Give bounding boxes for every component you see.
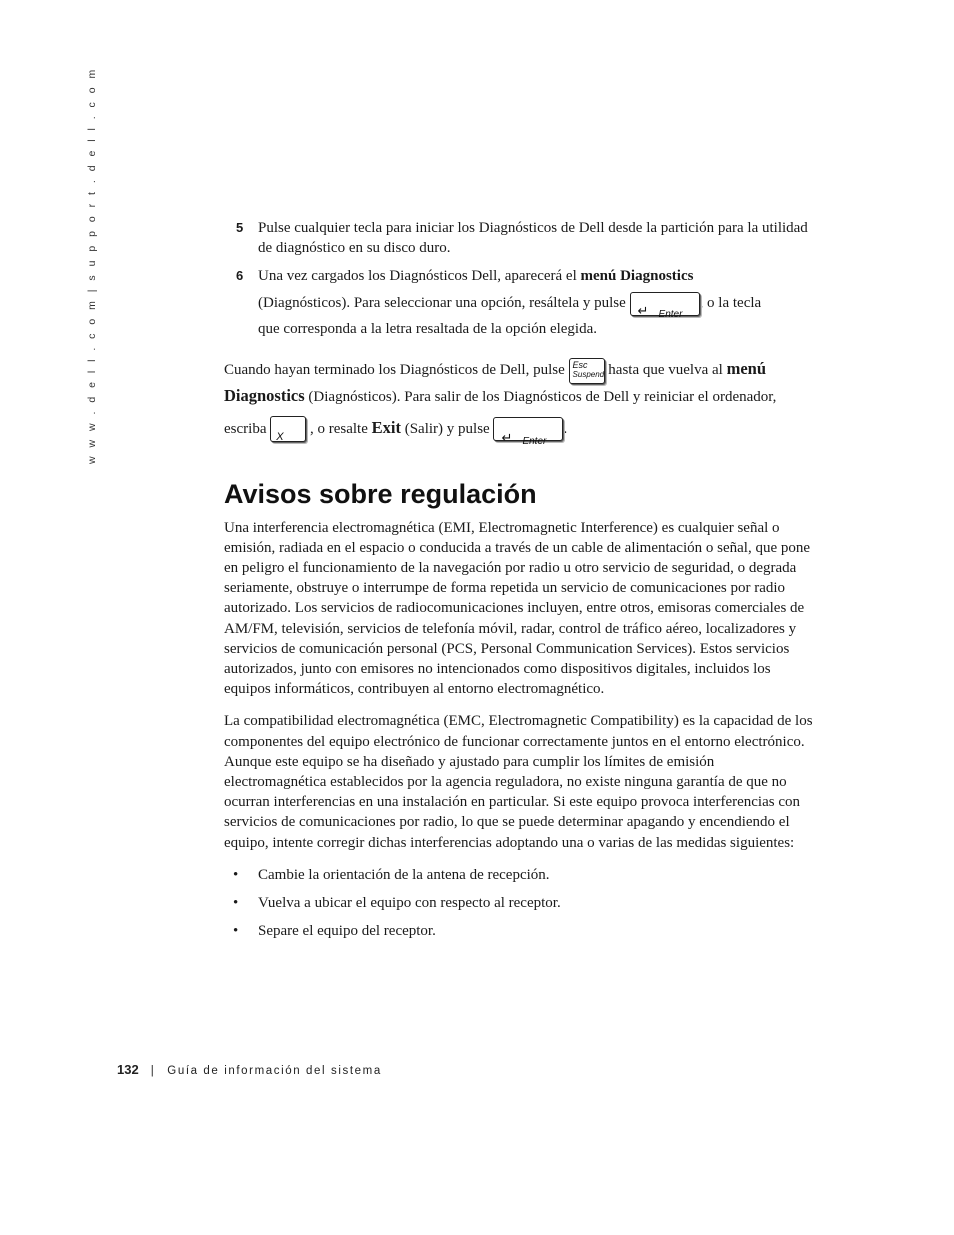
step-number: 5	[236, 220, 244, 235]
step-text: Pulse cualquier tecla para iniciar los Diagnósticos de Dell desde la partición para la utilidad de diagnóstico en su disco duro.	[258, 220, 808, 256]
page-footer	[117, 1062, 382, 1077]
step-6-text: Una vez cargados los Diagnósticos Dell, aparecerá el	[258, 268, 581, 284]
exit-text: escriba	[224, 420, 271, 437]
footer-separator: |	[150, 1065, 156, 1077]
enter-key-label: Enter	[658, 308, 683, 320]
exit-text: (Diagnósticos). Para salir de los Diagnósticos de Dell y reiniciar el ordenador,	[304, 388, 777, 405]
step-number: 6	[236, 268, 244, 283]
step-6-line-3: que corresponda a la letra resaltada de la opción elegida.	[258, 321, 598, 337]
section-heading: Avisos sobre regulación	[224, 478, 537, 509]
page-content	[224, 218, 814, 949]
list-item-text: Cambie la orientación de la antena de recepción.	[258, 866, 550, 883]
enter-arrow-glyph: ↵	[501, 430, 513, 446]
measures-list	[224, 865, 814, 941]
exit-term: Exit	[371, 417, 401, 437]
diagnostics-exit-paragraph	[224, 356, 814, 448]
exit-text: Cuando hayan terminado los Diagnósticos de Dell, pulse	[224, 362, 569, 378]
exit-text: .	[563, 420, 568, 437]
enter-arrow-glyph: ↵	[637, 302, 649, 318]
sidebar-url-text: w w w . d e l l . c o m | s u p p o r t . d e l l . c o m	[86, 66, 98, 464]
list-item	[224, 893, 814, 913]
enter-key-icon	[630, 292, 700, 320]
emi-paragraph: Una interferencia electromagnética (EMI, Electromagnetic Interference) es cualquier señal o emisión, radiada en el espacio o conducida a través de un cable de alimentación o señal, que pone en peligro el funcionamiento de la navegación por radio u otro servicio de seguridad, o degrada seriamente, obstruye o interrumpe de forma repetida un servicio de comunicaciones por radio autorizado. Los servicios de radiocomunicaciones incluyen, entre otros, emisoras comerciales de AM/FM, televisión, servicios de telefonía móvil, radar, control de tráfico aéreo, localizadores y servicios de comunicación personal (PCS, Personal Communication Services). Estos servicios autorizados, junto con emisores no intencionados como dispositivos digitales, incluidos los equipos informáticos, contribuyen al entorno electromagnético.	[224, 519, 811, 698]
page-number: 132	[117, 1062, 139, 1077]
exit-text: hasta que vuelva al	[604, 362, 727, 378]
exit-line-1	[224, 356, 814, 384]
step-6-text: , o la tecla	[699, 295, 762, 311]
x-key-label: X	[276, 431, 284, 444]
menu-term: menú	[726, 359, 766, 378]
exit-line-3	[224, 409, 814, 448]
enter-key-label: Enter	[522, 436, 547, 448]
diagnostics-term: Diagnostics	[224, 385, 305, 405]
emc-paragraph: La compatibilidad electromagnética (EMC, Electromagnetic Compatibility) es la capacidad de los componentes del equipo electrónico de funcionar correctamente juntos en el entorno electrónico. Aunque este equipo se ha diseñado y ajustado para cumplir los límites de emisión electromagnética establecidos por la agencia reguladora, no existe ninguna garantía de que no ocurran interferencias en una instalación en particular. Si este equipo provoca interferencias con servicios de comunicaciones por radio, lo que se puede determinar apagando y encendiendo el equipo, intente corregir dichas interferencias adoptando una o varias de las medidas siguientes:	[224, 713, 813, 851]
footer-title: Guía de información del sistema	[167, 1065, 382, 1077]
x-key-icon	[270, 416, 306, 442]
list-item	[224, 921, 814, 941]
bullet-icon: •	[233, 894, 239, 911]
bullet-icon: •	[233, 922, 239, 939]
exit-text: , o resalte	[306, 420, 372, 437]
list-item-text: Separe el equipo del receptor.	[258, 922, 436, 939]
esc-key-sublabel: Suspend	[572, 369, 605, 379]
bullet-icon: •	[233, 866, 239, 883]
sidebar-url	[86, 66, 100, 464]
menu-diagnostics-term: menú Diagnostics	[580, 268, 694, 284]
list-item-text: Vuelva a ubicar el equipo con respecto al receptor.	[258, 894, 561, 911]
exit-text: (Salir) y pulse	[400, 420, 494, 437]
list-item	[224, 865, 814, 885]
enter-key-icon	[493, 417, 563, 448]
step-6-line-2	[258, 286, 814, 320]
esc-key-icon	[569, 358, 605, 384]
step-6-text: (Diagnósticos). Para seleccionar una opción, resáltela y pulse	[258, 295, 630, 311]
step-5	[224, 218, 814, 258]
step-6	[224, 266, 814, 338]
exit-line-2	[224, 384, 814, 409]
step-6-line-1	[258, 266, 814, 286]
esc-key-label: Esc	[572, 359, 588, 370]
